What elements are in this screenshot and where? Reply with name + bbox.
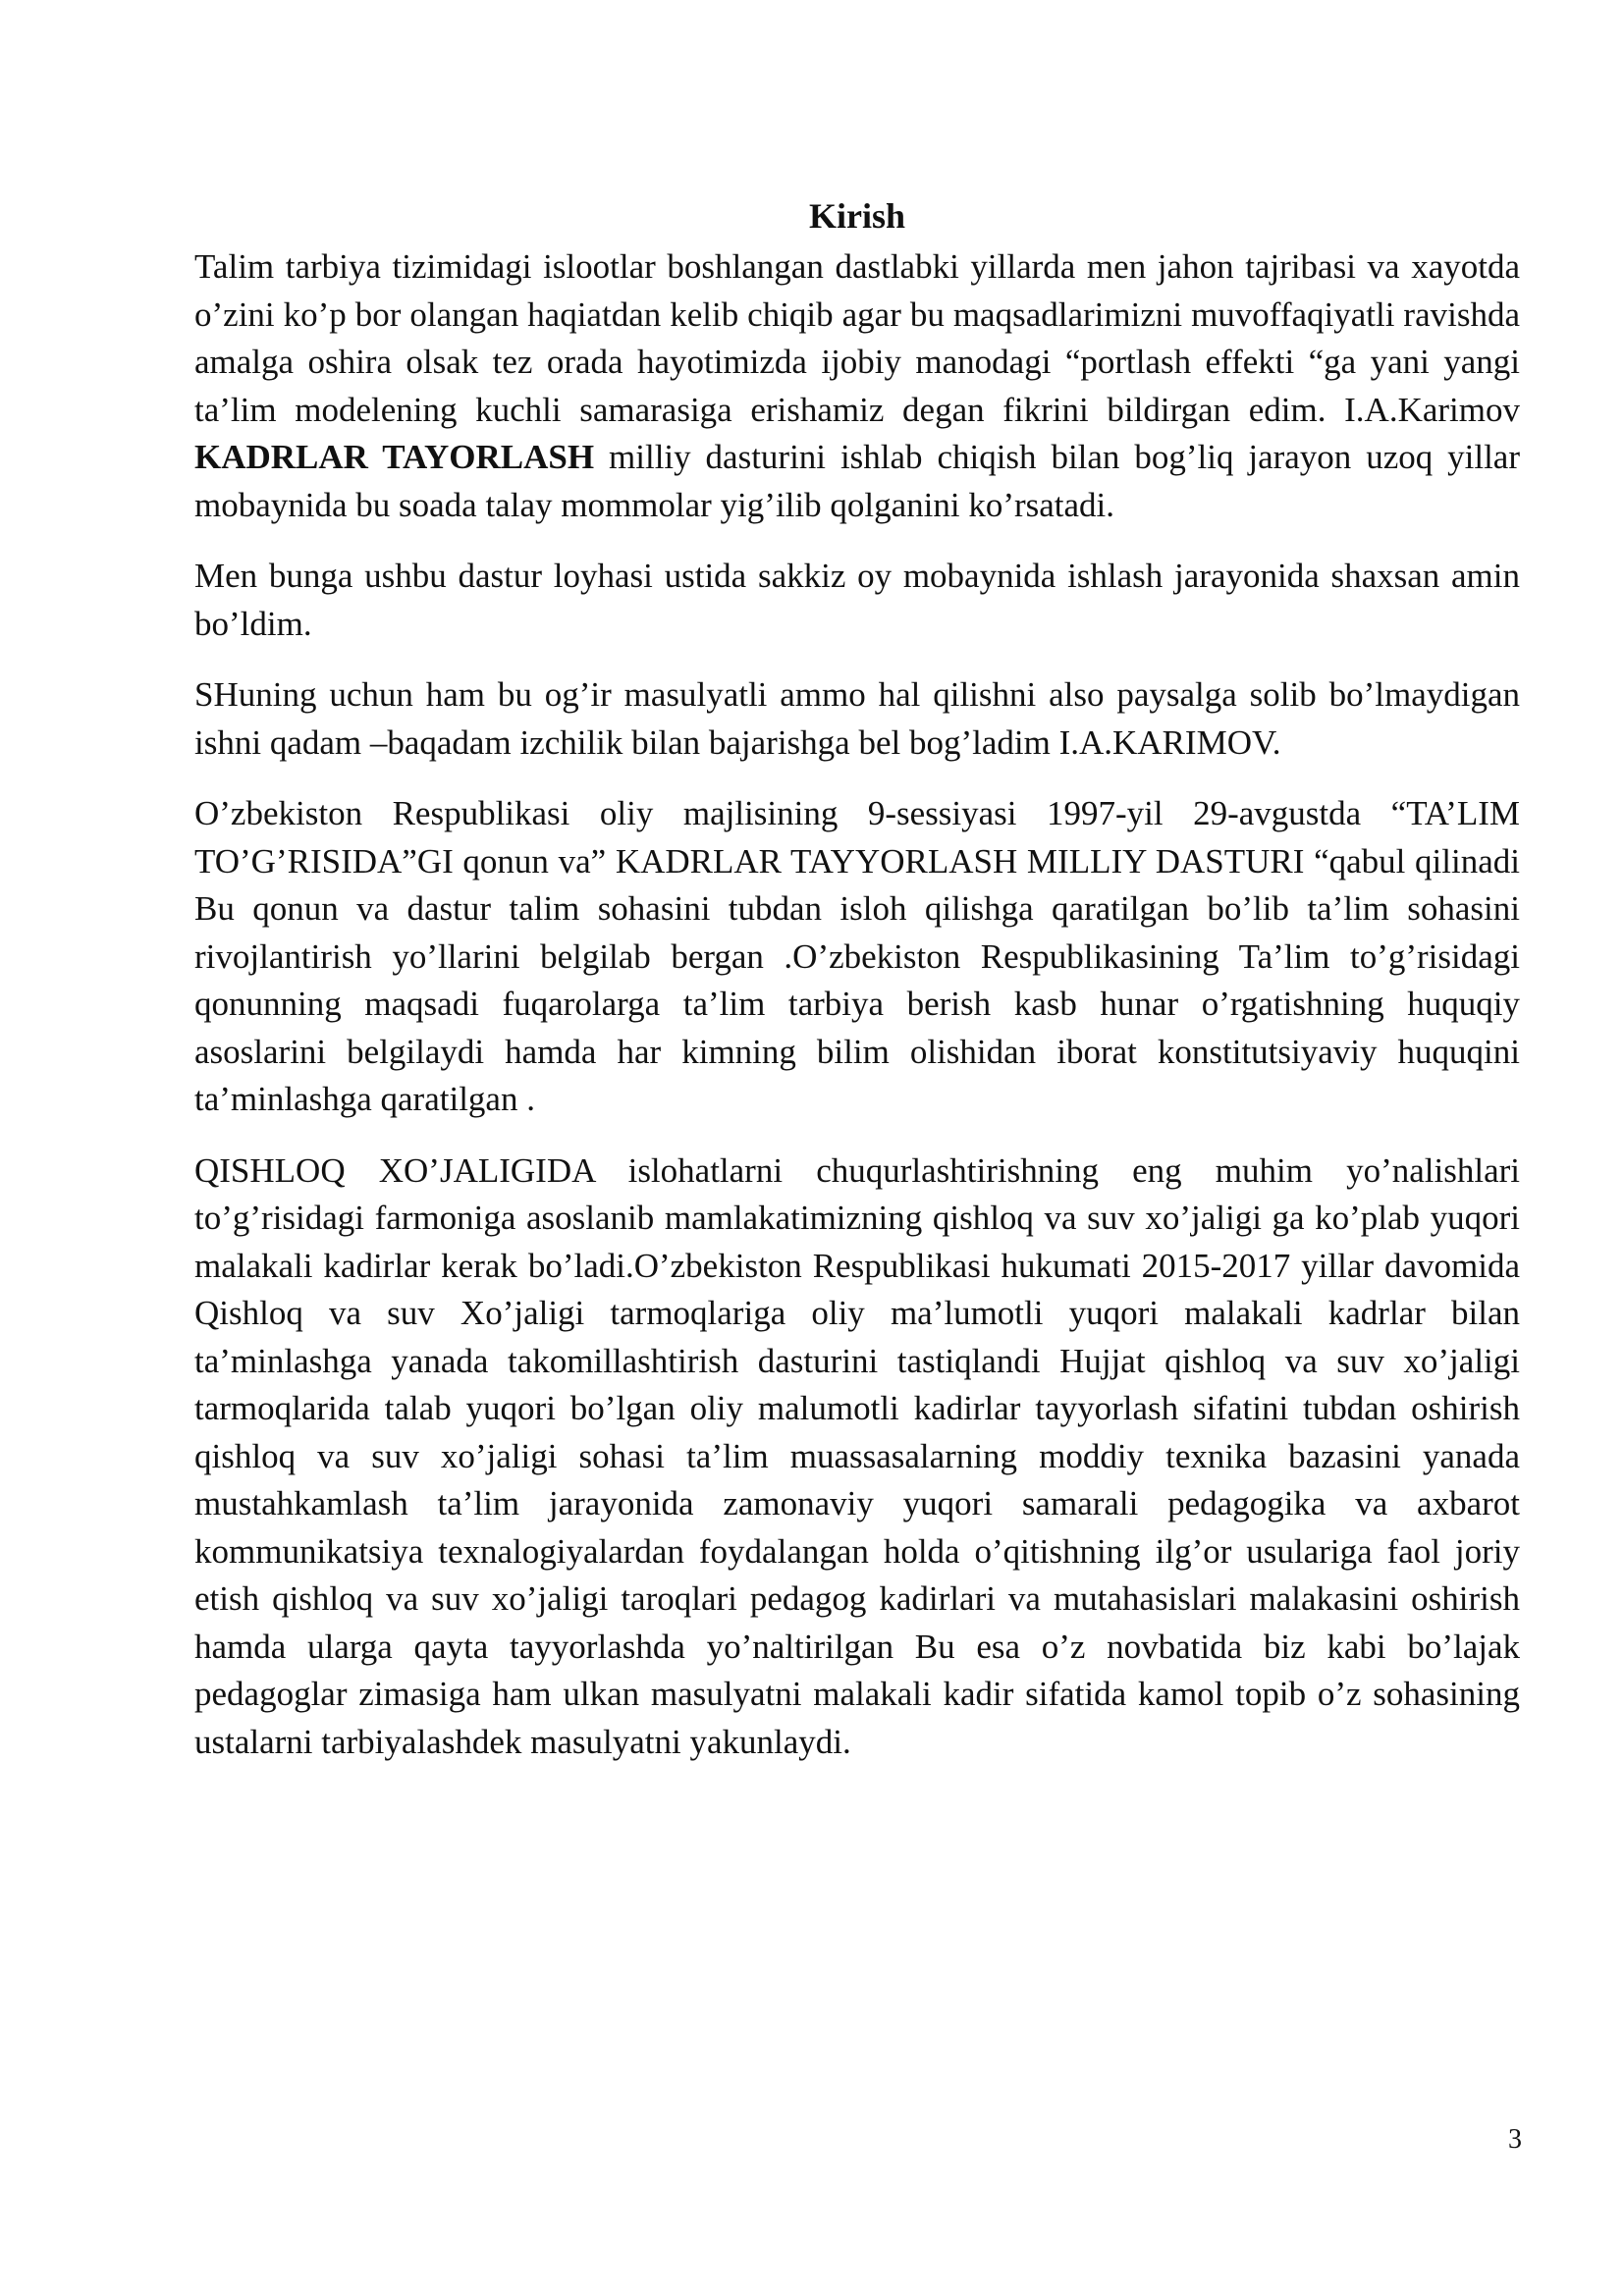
- paragraph-1-bold-text: KADRLAR TAYORLASH: [194, 438, 595, 476]
- section-title: Kirish: [808, 196, 905, 236]
- page-content: [194, 192, 1520, 1789]
- paragraph-4: O’zbekiston Respublikasi oliy majlisining 9-sessiyasi 1997-yil 29-avgustda “TA’LIM TO’G’RISIDA”GI qonun va” KADRLAR TAYYORLASH MILLIY DASTURI “qabul qilinadi Bu qonun va dastur talim sohasini tubdan isloh qilishga qaratilgan bo’lib ta’lim sohasini rivojlantirish yo’llarini belgilab bergan .O’zbekiston Respublikasining Ta’lim to’g’risidagi qonunning maqsadi fuqarolarga ta’lim tarbiya berish kasb hunar o’rgatishning huquqiy asoslarini belgilaydi hamda har kimning bilim olishidan iborat konstitutsiyaviy huquqini ta’minlashga qaratilgan .: [194, 794, 1520, 1118]
- paragraph-3: SHuning uchun ham bu og’ir masulyatli ammo hal qilishni also paysalga solib bo’lmaydigan ishni qadam –baqadam izchilik bilan bajarishga bel bog’ladim I.A.KARIMOV.: [194, 675, 1520, 762]
- paragraph-1: [194, 243, 1520, 529]
- paragraph-1-text: Talim tarbiya tizimidagi islootlar boshlangan dastlabki yillarda men jahon tajribasi va xayotda o’zini ko’p bor olangan haqiatdan kelib chiqib agar bu maqsadlarimizni muvoffaqiyatli ravishda amalga oshira olsak tez orada hayotimizda ijobiy manodagi “portlash effekti “ga yani yangi ta’lim modelening kuchli samarasiga erishamiz degan fikrini bildirgan edim. I.A.Karimov: [194, 247, 1520, 429]
- paragraph-2: Men bunga ushbu dastur loyhasi ustida sakkiz oy mobaynida ishlash jarayonida shaxsan amin bo’ldim.: [194, 557, 1520, 643]
- paragraph-5: QISHLOQ XO’JALIGIDA islohatlarni chuqurlashtirishning eng muhim yo’nalishlari to’g’risidagi farmoniga asoslanib mamlakatimizning qishloq va suv xo’jaligi ga ko’plab yuqori malakali kadirlar kerak bo’ladi.O’zbekiston Respublikasi hukumati 2015-2017 yillar davomida Qishloq va suv Xo’jaligi tarmoqlariga oliy ma’lumotli yuqori malakali kadrlar bilan ta’minlashga yanada takomillashtirish dasturini tastiqlandi Hujjat qishloq va suv xo’jaligi tarmoqlarida talab yuqori bo’lgan oliy malumotli kadirlar tayyorlash sifatini tubdan oshirish qishloq va suv xo’jaligi sohasi ta’lim muassasalarning moddiy texnika bazasini yanada mustahkamlash ta’lim jarayonida zamonaviy yuqori samarali pedagogika va axbarot kommunikatsiya texnalogiyalardan foydalangan holda o’qitishning ilg’or usulariga faol joriy etish qishloq va suv xo’jaligi taroqlari pedagog kadirlari va mutahasislari malakasini oshirish hamda ularga qayta tayyorlashda yo’naltirilgan Bu esa o’z novbatida biz kabi bo’lajak pedagoglar zimasiga ham ulkan masulyatni malakali kadir sifatida kamol topib o’z sohasining ustalarni tarbiyalashdek masulyatni yakunlaydi.: [194, 1150, 1520, 1761]
- paragraph-1-text-end: milliy dasturini ishlab chiqish bilan bog’liq jarayon uzoq yillar mobaynida bu soada talay mommolar yig’ilib qolganini ko’rsatadi.: [194, 438, 1520, 524]
- page-number: 3: [1508, 2124, 1522, 2155]
